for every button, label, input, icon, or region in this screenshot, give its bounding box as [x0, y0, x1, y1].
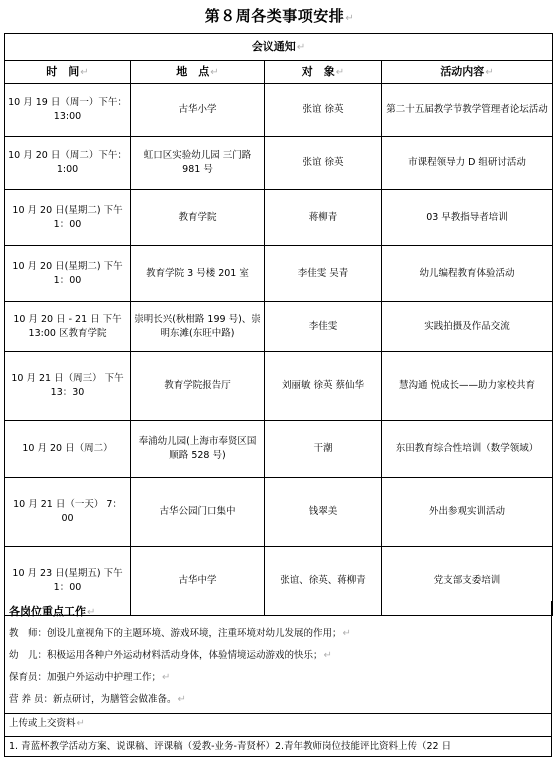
cell-place: 古华中学	[131, 547, 265, 616]
paragraph-mark-icon: ↵	[345, 13, 355, 24]
child-focus: 幼 儿：积极运用各种户外运动材料活动身体，体验情境运动游戏的快乐；↵	[9, 650, 332, 661]
column-header-content: 活动内容↵	[382, 61, 553, 84]
cell-target: 李佳雯	[265, 302, 382, 352]
cell-time: 10 月 20 日(星期二) 下午 1：00	[5, 190, 131, 246]
column-header-row	[5, 61, 553, 84]
cell-time: 10 月 20 日（周二）下午：1:00	[5, 137, 131, 190]
table-row	[5, 137, 553, 190]
cell-content: 实践拍摄及作品交流	[382, 302, 553, 352]
table-row	[5, 478, 553, 547]
cell-time: 10 月 21 日（一天） 7：00	[5, 478, 131, 547]
cell-time: 10 月 23 日(星期五) 下午 1：00	[5, 547, 131, 616]
table-row	[5, 352, 553, 421]
table-row	[5, 246, 553, 302]
cell-place: 教育学院	[131, 190, 265, 246]
cell-place: 虹口区实验幼儿园 三门路 981 号	[131, 137, 265, 190]
schedule-table	[4, 33, 553, 616]
cell-time: 10 月 19 日（周一）下午：13:00	[5, 84, 131, 137]
cell-place: 奉浦幼儿园(上海市奉贤区国顺路 528 号)	[131, 421, 265, 478]
cell-target: 李佳雯 吴青	[265, 246, 382, 302]
cell-target: 张谊、徐英、蒋柳青	[265, 547, 382, 616]
cell-target: 张谊 徐英	[265, 84, 382, 137]
cell-place: 教育学院 3 号楼 201 室	[131, 246, 265, 302]
cell-content: 党支部支委培训	[382, 547, 553, 616]
cell-time: 10 月 20 日（周二）	[5, 421, 131, 478]
cell-content: 慧沟通 悦成长——助力家校共育	[382, 352, 553, 421]
cell-time: 10 月 20 日 - 21 日 下午 13:00 区教育学院	[5, 302, 131, 352]
cell-time: 10 月 20 日(星期二) 下午 1：00	[5, 246, 131, 302]
cell-content: 第二十五届教学节教学管理者论坛活动	[382, 84, 553, 137]
cell-place: 古华公园门口集中	[131, 478, 265, 547]
cell-content: 03 早教指导者培训	[382, 190, 553, 246]
teacher-focus: 教 师：创设儿童视角下的主题环境、游戏环境，注重环境对幼儿发展的作用；↵	[9, 628, 351, 639]
notice-heading-text: 会议通知	[251, 39, 296, 53]
cell-content: 东田教育综合性培训（数学领域）	[382, 421, 553, 478]
cell-place: 教育学院报告厅	[131, 352, 265, 421]
cell-target: 蒋柳青	[265, 190, 382, 246]
focus-work-title: 各岗位重点工作↵	[9, 605, 96, 618]
nurse-focus: 保育员：加强户外运动中护理工作；↵	[9, 672, 171, 683]
cell-content: 幼儿编程教育体验活动	[382, 246, 553, 302]
paragraph-mark-icon: ↵	[296, 41, 306, 53]
table-row	[5, 421, 553, 478]
cell-time: 10 月 21 日（周三） 下午 13：30	[5, 352, 131, 421]
upload-line-1: 1. 青蓝杯教学活动方案、说课稿、评课稿（爱教-业务-青贤杯）2.青年教师岗位技能评比资料上传（22 日	[9, 741, 452, 752]
column-header-time: 时 间↵	[5, 61, 131, 84]
cell-content: 市课程领导力 D 组研讨活动	[382, 137, 553, 190]
focus-work-section	[4, 601, 552, 757]
nutrition-focus: 营 养 员：新点研讨，为膳管会做准备。↵	[9, 694, 186, 705]
table-row	[5, 190, 553, 246]
page-title	[0, 5, 559, 26]
column-header-place: 地 点↵	[131, 61, 265, 84]
cell-content: 外出参观实训活动	[382, 478, 553, 547]
column-header-target: 对 象↵	[265, 61, 382, 84]
cell-target: 钱翠美	[265, 478, 382, 547]
page-title-text: 第８周各类事项安排	[204, 7, 345, 25]
table-row	[5, 84, 553, 137]
upload-title: 上传或上交资料↵	[9, 718, 85, 729]
notice-heading	[5, 34, 553, 61]
cell-target: 张谊 徐英	[265, 137, 382, 190]
cell-place: 崇明长兴(秋柑路 199 号)、崇明东滩(东旺中路)	[131, 302, 265, 352]
cell-place: 古华小学	[131, 84, 265, 137]
cell-target: 刘丽敏 徐英 蔡仙华	[265, 352, 382, 421]
cell-target: 干潮	[265, 421, 382, 478]
table-row	[5, 302, 553, 352]
